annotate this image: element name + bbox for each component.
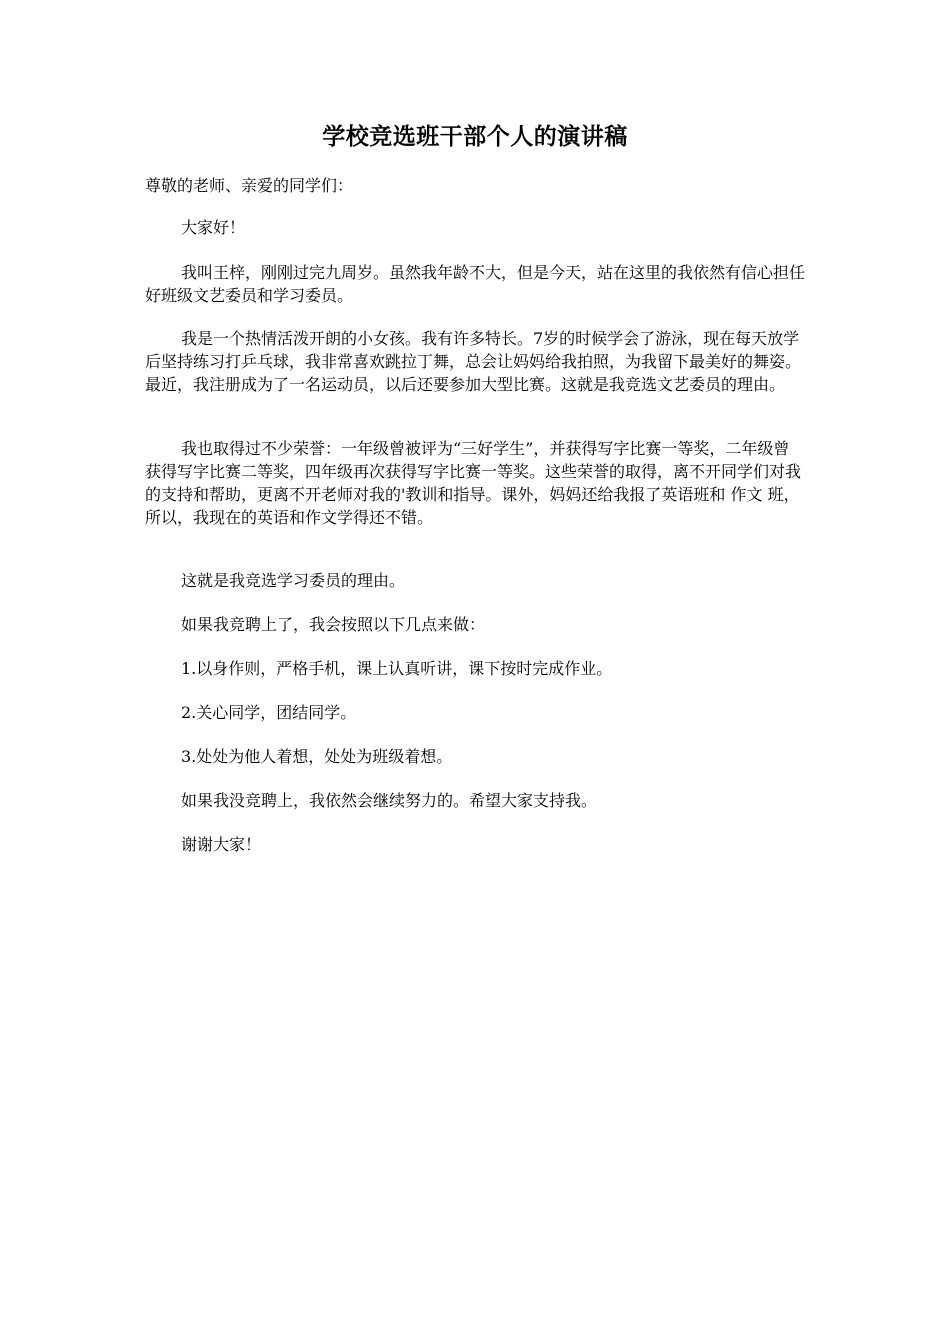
paragraph-study-reason: 这就是我竞选学习委员的理由。	[181, 571, 406, 590]
list-item-plan-2: 2.关心同学，团结同学。	[181, 703, 357, 722]
document-title: 学校竞选班干部个人的演讲稿	[322, 123, 628, 150]
paragraph-greeting: 大家好！	[181, 218, 246, 237]
paragraph-closing: 如果我没竞聘上，我依然会继续努力的。希望大家支持我。	[181, 791, 598, 810]
salutation: 尊敬的老师、亲爱的同学们：	[145, 176, 354, 195]
paragraph-thanks: 谢谢大家！	[181, 835, 262, 854]
paragraph-talents: 我是一个热情活泼开朗的小女孩。我有许多特长。7岁的时候学会了游泳，现在每天放学后坚持练习打乒乓球，我非常喜欢跳拉丁舞，总会让妈妈给我拍照，为我留下最美好的舞姿。最近，我注册成为了一名运动员，以后还要参加大型比赛。这就是我竞选文艺委员的理由。	[145, 329, 802, 394]
paragraph-honors: 我也取得过不少荣誉：一年级曾被评为“三好学生”，并获得写字比赛一等奖，二年级曾获得写字比赛二等奖，四年级再次获得写字比赛一等奖。这些荣誉的取得，离不开同学们对我的支持和帮助，更离不开老师对我的'教训和指导。课外，妈妈还给我报了英语班和 作文 班，所以，我现在的英语和作文学得还不错。	[145, 439, 802, 527]
list-item-plan-3: 3.处处为他人着想，处处为班级着想。	[181, 747, 453, 766]
list-item-plan-1: 1.以身作则，严格手机，课上认真听讲，课下按时完成作业。	[181, 659, 613, 678]
paragraph-plan-intro: 如果我竞聘上了，我会按照以下几点来做：	[181, 615, 486, 634]
paragraph-introduction: 我叫王梓，刚刚过完九周岁。虽然我年龄不大，但是今天，站在这里的我依然有信心担任好班级文艺委员和学习委员。	[145, 263, 806, 305]
